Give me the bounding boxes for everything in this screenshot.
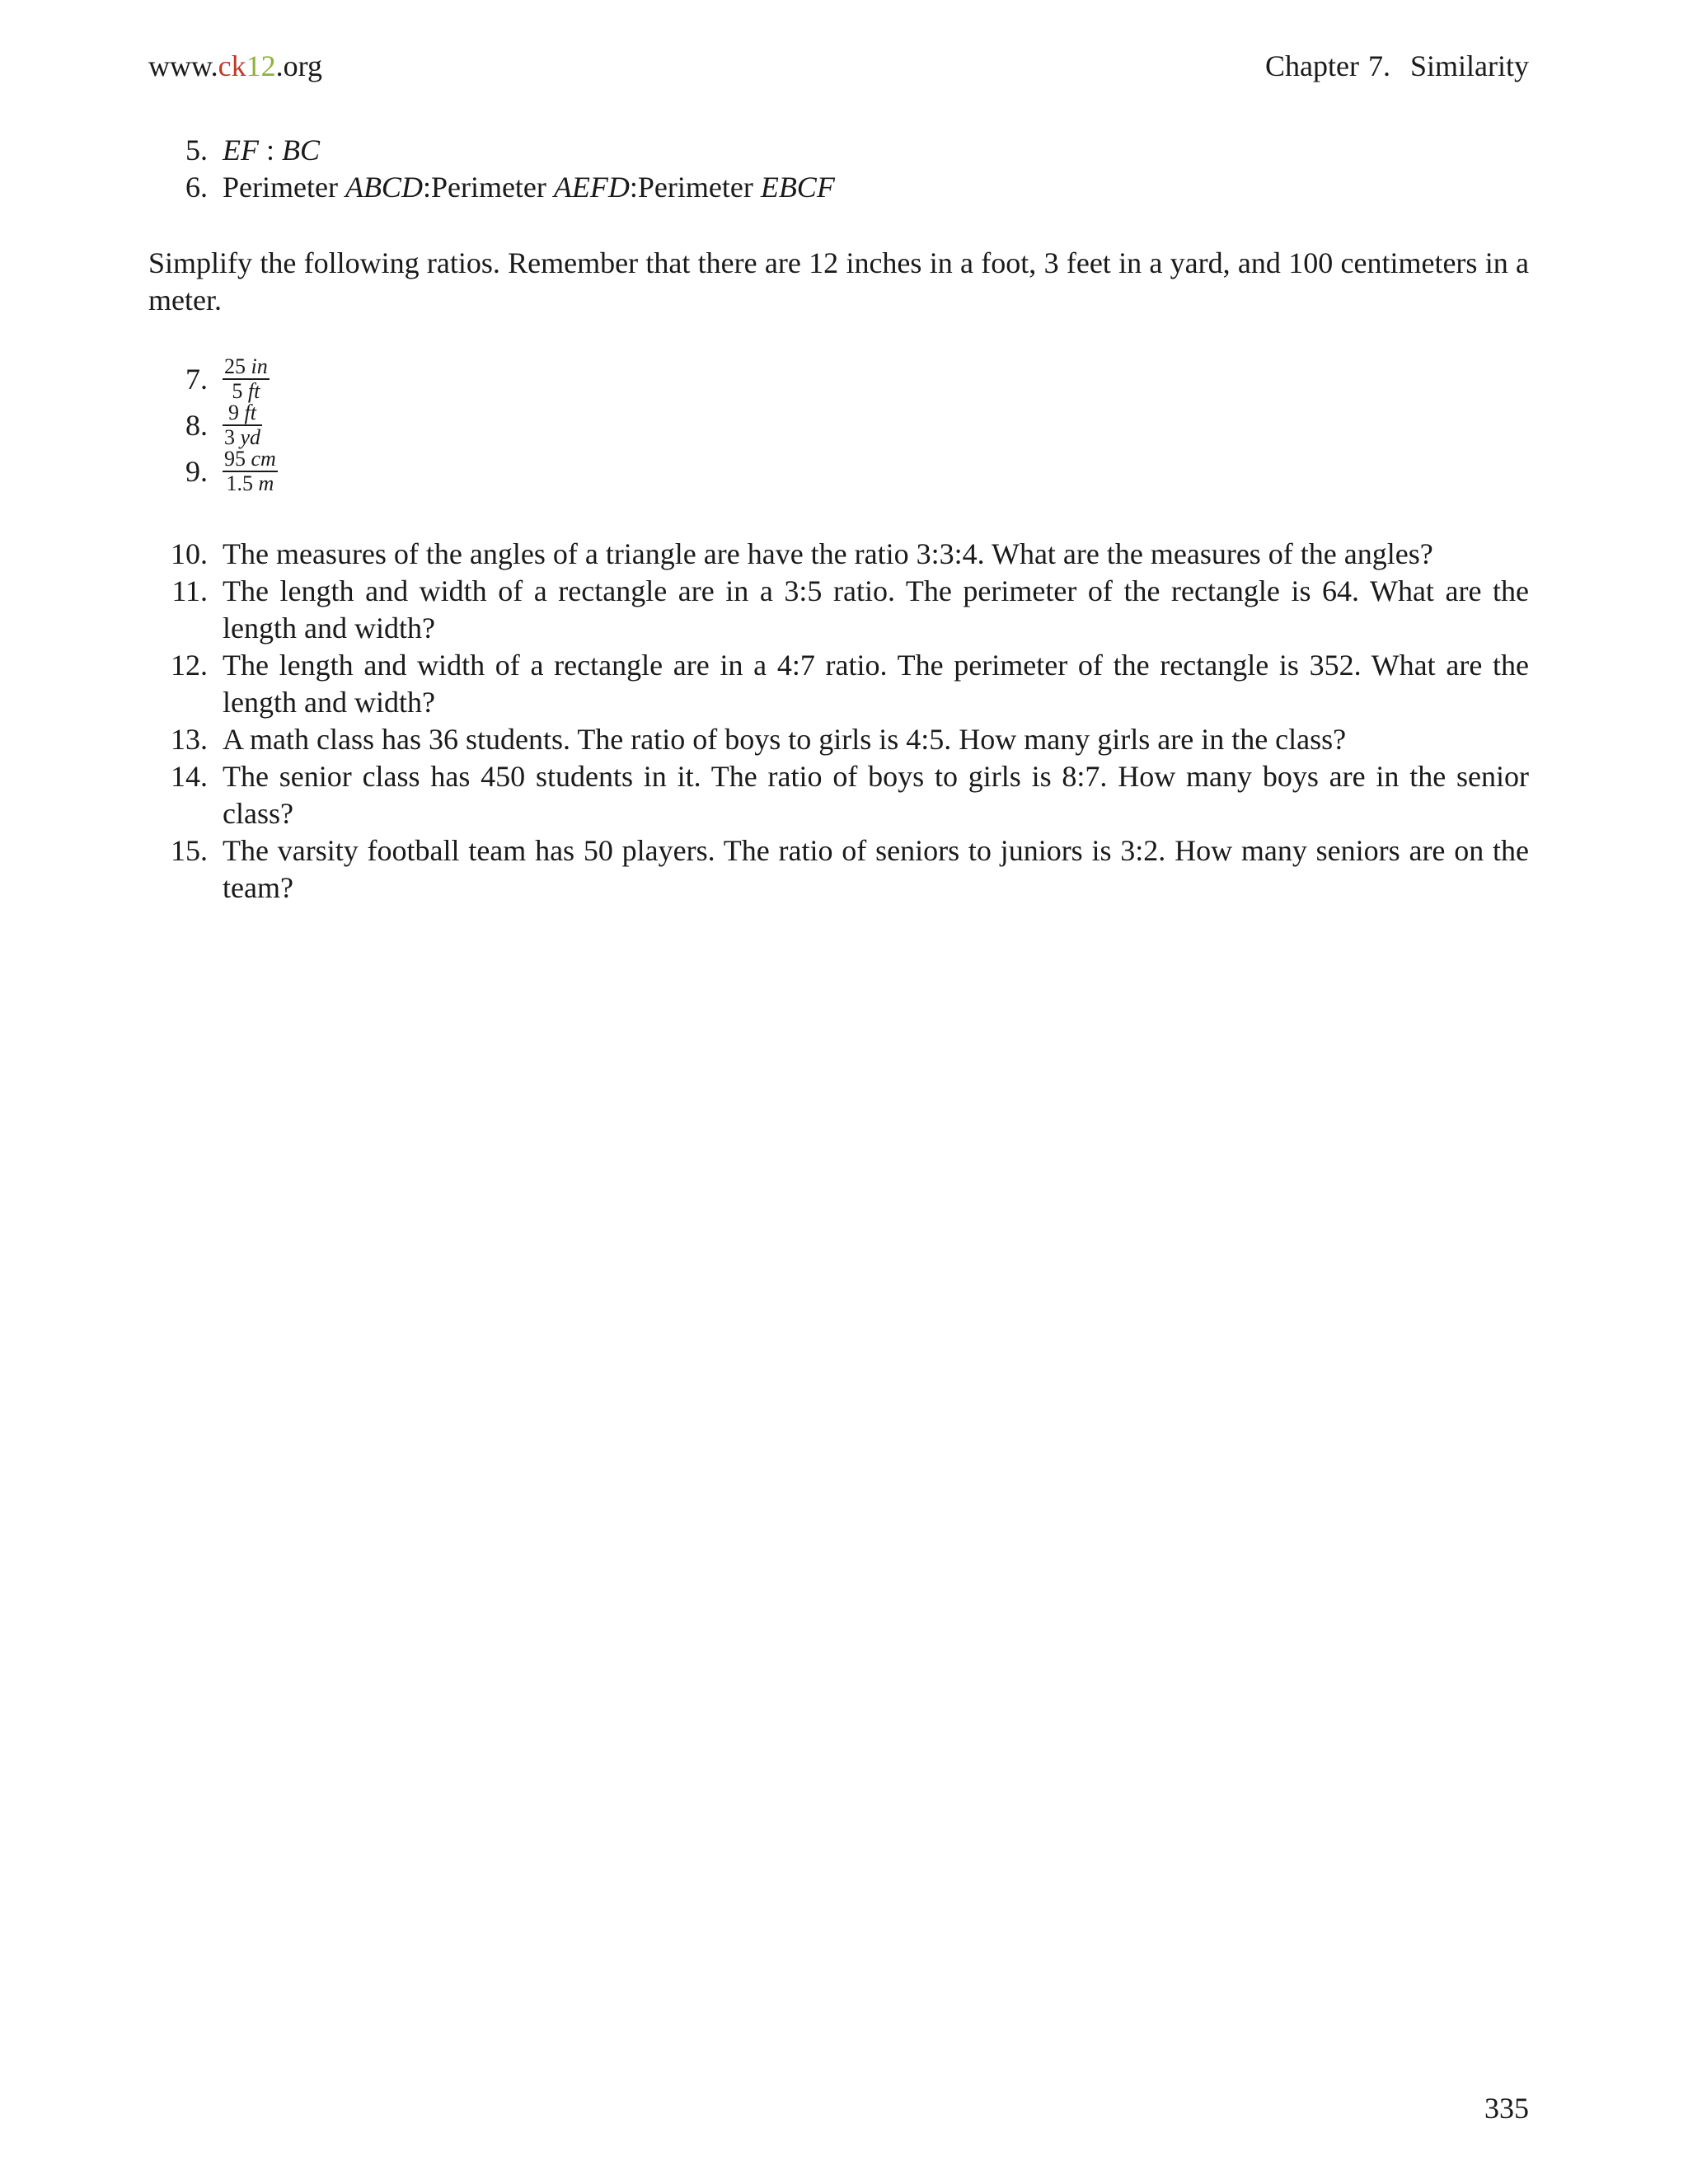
list-item — [148, 573, 1529, 647]
item-number: 15. — [171, 834, 208, 867]
site-url-ck: ck — [218, 49, 246, 82]
chapter-number: Chapter 7. — [1265, 49, 1390, 82]
math-var: AEFD — [553, 171, 630, 204]
problem-text: The senior class has 450 students in it. The ratio of boys to girls is 8:7. How many boys are in the senior class? — [223, 760, 1529, 830]
problem-text: The varsity football team has 50 players. The ratio of seniors to juniors is 3:2. How many seniors are on the team? — [223, 834, 1529, 904]
item-number: 9. — [185, 455, 208, 488]
ratio-sep: : — [258, 134, 282, 166]
fraction-numerator: 9 ft — [223, 402, 262, 426]
math-var: BC — [282, 134, 321, 166]
fraction-list — [148, 356, 1529, 494]
problem-text: A math class has 36 students. The ratio of boys to girls is 4:5. How many girls are in the class? — [223, 723, 1347, 756]
fraction-denominator: 5 ft — [232, 379, 260, 403]
problem-list — [148, 536, 1529, 907]
fraction-denominator: 1.5 m — [226, 471, 274, 495]
site-url-prefix: www. — [148, 49, 218, 82]
site-url — [148, 43, 322, 89]
item-number: 5. — [185, 134, 208, 166]
list-item — [148, 402, 1529, 448]
item-number: 11. — [171, 574, 208, 607]
text: :Perimeter — [629, 171, 761, 204]
item-number: 8. — [185, 409, 208, 442]
item-number: 12. — [171, 649, 208, 682]
fraction — [223, 356, 270, 402]
list-item — [148, 448, 1529, 494]
chapter-heading — [1265, 43, 1529, 89]
problem-text: The length and width of a rectangle are in a 4:7 ratio. The perimeter of the rectangle is 352. What are the length and width? — [223, 649, 1529, 719]
math-var: EF — [223, 134, 259, 166]
list-item — [148, 132, 1529, 169]
problem-text: The length and width of a rectangle are in a 3:5 ratio. The perimeter of the rectangle is 64. What are the length and width? — [223, 574, 1529, 644]
site-url-12: 12 — [246, 49, 276, 82]
site-url-suffix: .org — [275, 49, 322, 82]
list-item — [148, 169, 1529, 206]
chapter-title: Similarity — [1410, 49, 1529, 82]
item-number: 7. — [185, 363, 208, 396]
math-var: ABCD — [345, 171, 423, 204]
page-number: 335 — [1484, 2092, 1529, 2125]
list-item — [148, 758, 1529, 832]
math-var: EBCF — [760, 171, 835, 204]
item-number: 14. — [171, 760, 208, 793]
item-number: 6. — [185, 171, 208, 204]
fraction-numerator: 25 in — [224, 354, 268, 378]
text: :Perimeter — [422, 171, 554, 204]
fraction — [223, 402, 262, 448]
list-item — [148, 356, 1529, 402]
list-item — [148, 721, 1529, 758]
instruction-paragraph: Simplify the following ratios. Remember that there are 12 inches in a foot, 3 feet in a yard, and 100 centimeters in a meter. — [148, 246, 1529, 316]
text: Perimeter — [223, 171, 345, 204]
fraction — [223, 448, 278, 494]
list-item — [148, 536, 1529, 573]
top-items-list — [148, 132, 1529, 206]
problem-text: The measures of the angles of a triangle are have the ratio 3:3:4. What are the measures of the angles? — [223, 537, 1433, 570]
item-number: 10. — [171, 537, 208, 570]
item-number: 13. — [171, 723, 208, 756]
list-item — [148, 647, 1529, 721]
fraction-denominator: 3 yd — [224, 425, 261, 449]
list-item — [148, 832, 1529, 907]
fraction-numerator: 95 cm — [224, 447, 276, 471]
